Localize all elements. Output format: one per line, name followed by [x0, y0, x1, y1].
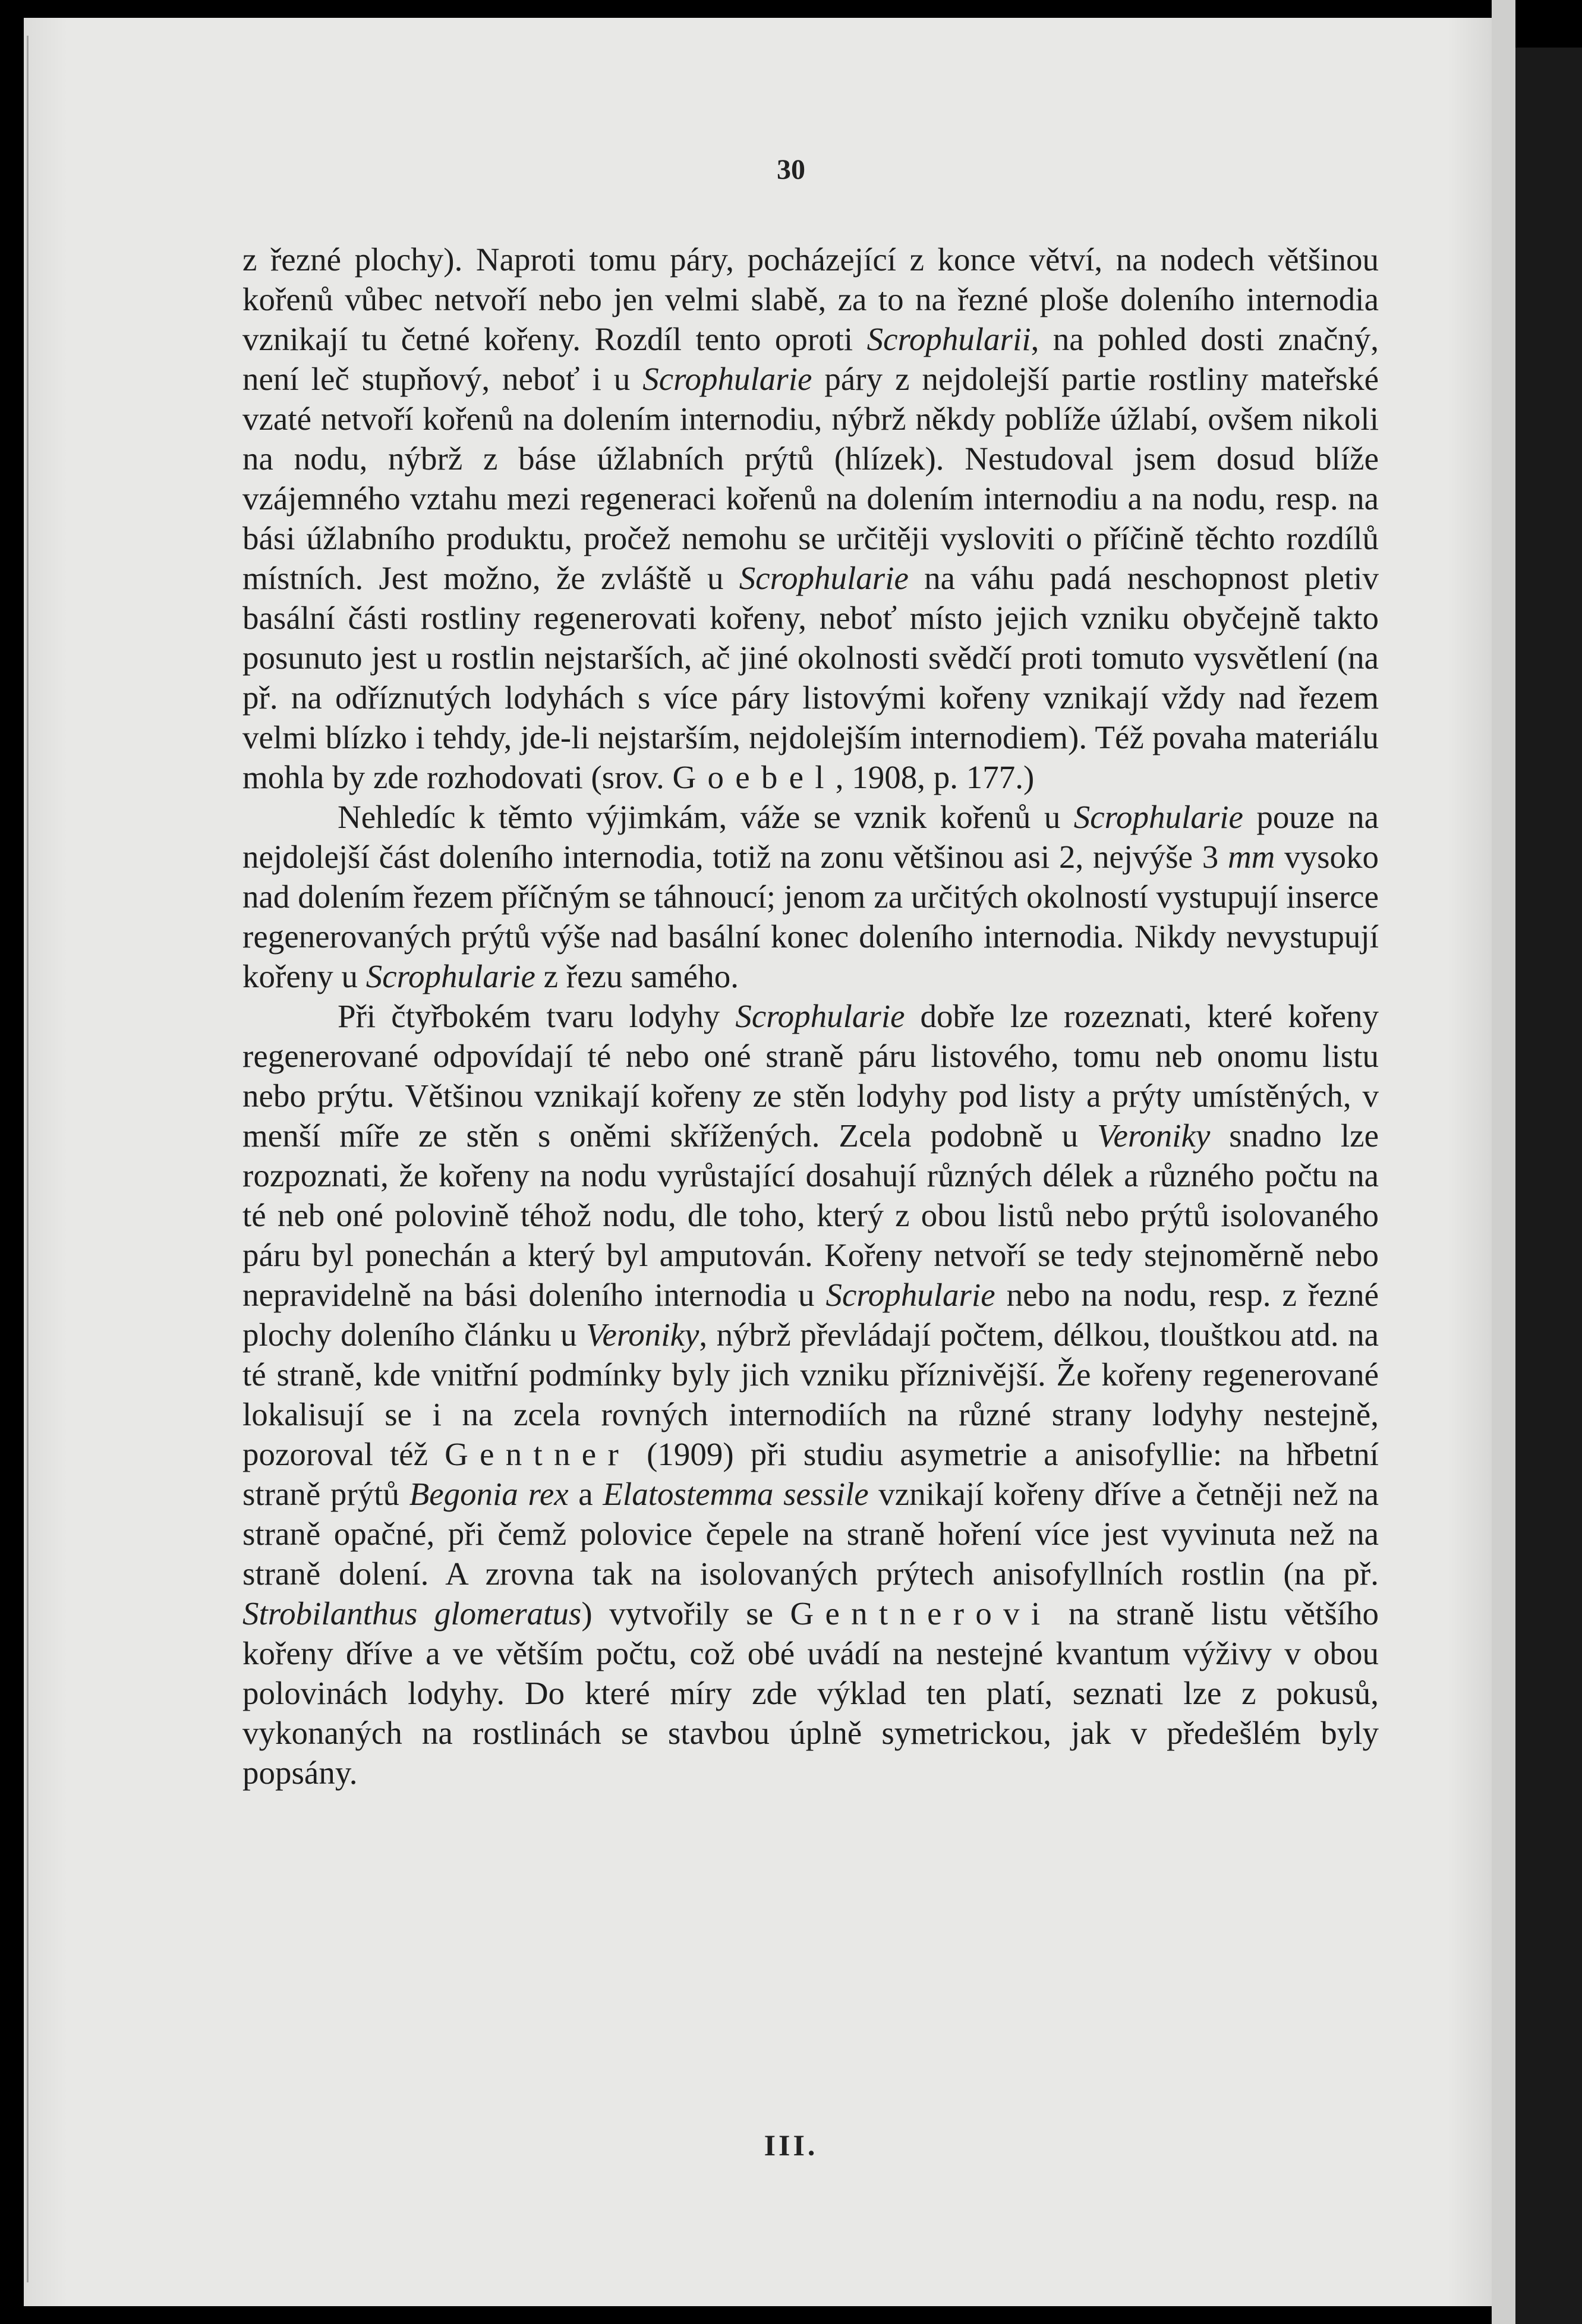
text-run: a — [568, 1476, 603, 1512]
italic-term: Scrophularie — [735, 998, 905, 1034]
text-run: , 1908, p. 177.) — [835, 759, 1035, 795]
text-run: páry z nejdolejší partie rostliny mateřské vzaté netvoří kořenů na dolením internodiu, nýbrž někdy poblíže úžlabí, ovšem nikoli na nodu, nýbrž z báse úžlabních prýtů (hlízek). Nestudoval jsem dosud blíže vzájemného vztahu mezi regeneraci kořenů na dolením internodiu a na nodu, resp. na bási úžlabního produktu, pročež nemohu se určitěji vysloviti o příčině těchto rozdílů místních. Jest možno, že zvláště u — [242, 361, 1379, 596]
italic-term: Veroniky — [586, 1317, 699, 1353]
text-run: snadno lze rozpoznati, že kořeny na nodu vyrůstající dosahují různých délek a různého počtu na té neb oné polovině téhož nodu, dle toho, který z obou listů nebo prýtů isolovaného páru byl ponechán a který byl amputován. Kořeny netvoří se tedy stejnoměrně nebo nepravidelně na bási doleního internodia u — [242, 1117, 1379, 1313]
italic-term: Scrophularie — [739, 560, 909, 596]
text-run: vysoko nad dolením řezem příčným se táhnoucí; jenom za určitých okolností vystupují inserce regenerovaných prýtů výše nad basální konec doleního internodia. Nikdy nevystupují kořeny u — [242, 839, 1379, 994]
text-run: z řezné plochy). Naproti tomu páry, pocházející z konce větví, na nodech většinou kořenů vůbec netvoří nebo jen velmi slabě, za to na řezné ploše doleního internodia vznikají tu četné kořeny. Rozdíl tento oproti — [242, 241, 1379, 357]
paragraph-3 — [242, 996, 1379, 1793]
scan-background — [1515, 48, 1582, 2324]
text-run: na váhu padá neschopnost pletiv basální části rostliny regenerovati kořeny, neboť místo jejich vzniku obyčejně takto posunuto jest u rostlin nejstarších, ač jiné okolnosti svědčí proti tomuto vysvětlení (na př. na odříznutých lodyhách s více páry listovými kořeny vznikají vždy nad řezem velmi blízko i tehdy, jde-li nejstarším, nejdolejším internodiem). Též povaha materiálu mohla by zde rozhodovati (srov. — [242, 560, 1379, 795]
text-run: Nehledíc k těmto výjimkám, váže se vznik kořenů u — [338, 799, 1074, 835]
italic-term: Scrophularii — [866, 321, 1031, 357]
paragraph-2 — [242, 797, 1379, 996]
text-run: dobře lze rozeznati, které kořeny regenerované odpovídají té nebo oné straně páru listového, tomu neb onomu listu nebo prýtu. Většinou vznikají kořeny ze stěn lodyhy pod listy a prýty umístěných, v menší míře ze stěn s oněmi skřížených. Zcela podobně u — [242, 998, 1379, 1154]
author-name: Gentner — [445, 1436, 631, 1472]
page-edge-shadow — [27, 36, 29, 2282]
author-name: Gentnerovi — [790, 1595, 1052, 1632]
author-name: Goebel — [672, 759, 836, 795]
text-run: z řezu samého. — [535, 958, 739, 994]
book-edge — [1492, 0, 1515, 2324]
italic-term: Scrophularie — [642, 361, 812, 397]
text-run: vznikají kořeny dříve a četněji než na straně opačné, při čemž polovice čepele na straně hoření více jest vyvinuta než na straně dolení. A zrovna tak na isolovaných prýtech anisofyllních rostlin (na př. — [242, 1476, 1379, 1592]
signature-mark: III. — [764, 2128, 818, 2162]
italic-term: Veroniky — [1096, 1117, 1211, 1154]
italic-term: Strobilanthus glomeratus — [242, 1595, 582, 1632]
paragraph-1 — [242, 240, 1379, 797]
text-run: , nýbrž převládají počtem, délkou, tlouštkou atd. na té straně, kde vnitřní podmínky byly jich vzniku příznivější. Že kořeny regenerované lokalisují se i na zcela rovných internodiích na různé strany lodyhy nestejně, pozoroval též — [242, 1317, 1379, 1472]
page-number: 30 — [777, 154, 805, 185]
italic-term: Scrophularie — [1073, 799, 1243, 835]
body-text — [242, 240, 1379, 1793]
text-run: Při čtyřbokém tvaru lodyhy — [338, 998, 736, 1034]
text-run: ) vytvořily se — [581, 1595, 790, 1632]
text-run: , na pohled dosti značný, není leč stupňový, neboť i u — [242, 321, 1379, 397]
italic-term: Begonia rex — [409, 1476, 569, 1512]
italic-term: Elatostemma sessile — [603, 1476, 869, 1512]
italic-term: Scrophularie — [825, 1277, 995, 1313]
text-run: pouze na nejdolejší část doleního internodia, totiž na zonu většinou asi 2, nejvýše 3 — [242, 799, 1379, 875]
italic-term: Scrophularie — [365, 958, 535, 994]
italic-term: mm — [1227, 839, 1275, 875]
text-run: nebo na nodu, resp. z řezné plochy doleního článku u — [242, 1277, 1379, 1353]
text-run: (1909) při studiu asymetrie a anisofyllie: na hřbetní straně prýtů — [242, 1436, 1379, 1512]
text-run: na straně listu většího kořeny dříve a ve větším počtu, což obé uvádí na nestejné kvantum výživy v obou polovinách lodyhy. Do které míry zde výklad ten platí, seznati lze z pokusů, vykonaných na rostlinách se stavbou úplně symetrickou, jak v předešlém byly popsány. — [242, 1595, 1379, 1791]
